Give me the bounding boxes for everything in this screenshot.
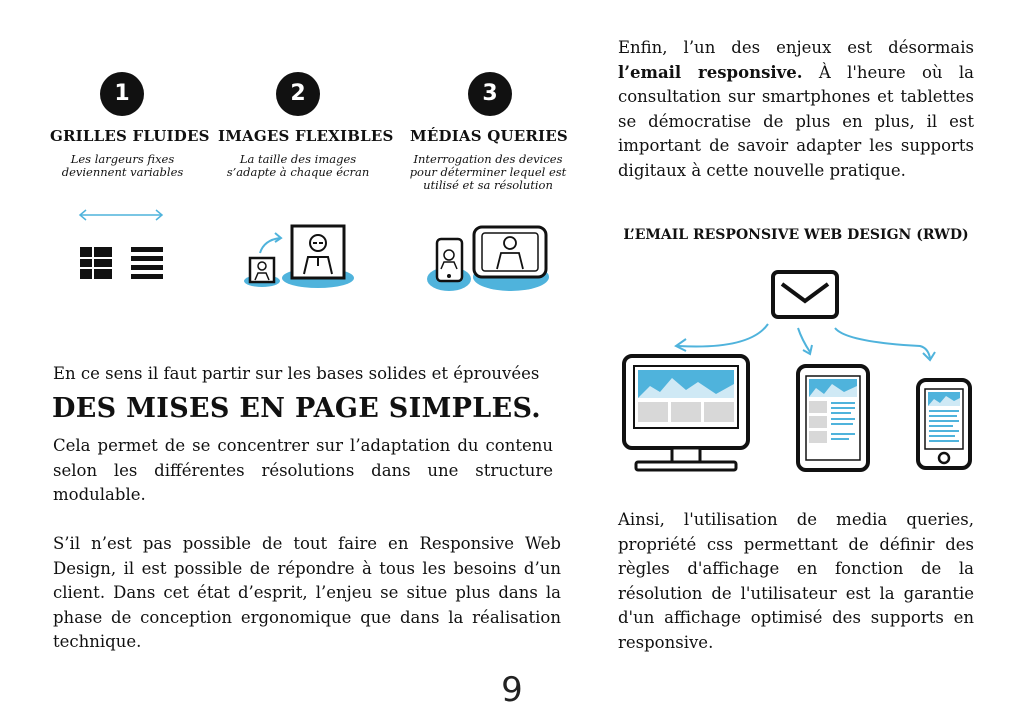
left-paragraph-2: S’il n’est pas possible de tout faire en Responsive Web Design, il est possible de répondre à tous les besoins d’un client. Dans cet état d’esprit, l’enjeu se situe plus dans la phase de conception ergonomique que dans la réalisation technique.: [53, 534, 561, 651]
desc-line: deviennent variables: [61, 165, 184, 179]
right-paragraph-media-queries: Ainsi, l'utilisation de media queries, propriété css permettant de définir des règles d'affichage en fonction de la résolution de l'utilisateur est la garantie d'un affichage optimisé des supports en responsive.: [618, 510, 974, 652]
step-number-1: 1: [100, 72, 144, 116]
desc-line: s’adapte à chaque écran: [226, 165, 370, 179]
desc-line: pour déterminer lequel est: [409, 165, 567, 179]
intro-text-bold: l’email responsive.: [618, 62, 803, 82]
desc-line: utilisé et sa résolution: [423, 178, 553, 192]
desc-line: Les largeurs fixes: [70, 152, 175, 166]
rwd-illustration: [620, 268, 976, 478]
left-paragraph-1: Cela permet de se concentrer sur l’adaptation du contenu selon les différentes résolutions dans une structure modulable.: [53, 436, 553, 504]
headline-simple-layouts: DES MISES EN PAGE SIMPLES.: [52, 393, 541, 424]
intro-text-start: Enfin, l’un des enjeux est désormais: [618, 38, 974, 57]
tablet-icon: [798, 366, 868, 470]
column-title-flexible-images: IMAGES FLEXIBLES: [218, 127, 394, 145]
portrait-small-icon: [242, 226, 362, 294]
step-number-2: 2: [276, 72, 320, 116]
grid-layout-icon: [80, 247, 112, 279]
envelope-icon: [773, 272, 837, 317]
left-intro-line: En ce sens il faut partir sur les bases solides et éprouvées: [53, 364, 540, 383]
column-desc-flexible-images: [222, 153, 374, 179]
column-desc-media-queries: [406, 153, 570, 192]
desc-line: Interrogation des devices: [413, 152, 563, 166]
desktop-monitor-icon: [624, 356, 748, 470]
page-number: 9: [501, 670, 523, 710]
column-title-media-queries: MÉDIAS QUERIES: [410, 127, 568, 145]
step-number-3: 3: [468, 72, 512, 116]
phone-portrait-icon: [426, 225, 556, 295]
list-layout-icon: [131, 247, 163, 279]
column-title-fluid-grids: GRILLES FLUIDES: [50, 127, 210, 145]
column-desc-fluid-grids: [50, 153, 195, 179]
smartphone-icon: [918, 380, 970, 468]
intro-text-end: À l'heure où la consultation sur smartphones et tablettes se démocratise de plus en plus, il est important de savoir adapter les supports digitaux à cette nouvelle pratique.: [618, 62, 974, 180]
rwd-section-title: L’EMAIL RESPONSIVE WEB DESIGN (RWD): [623, 227, 969, 243]
arrow-width-icon: [78, 207, 166, 223]
desc-line: La taille des images: [239, 152, 357, 166]
right-intro-paragraph: [618, 36, 974, 183]
